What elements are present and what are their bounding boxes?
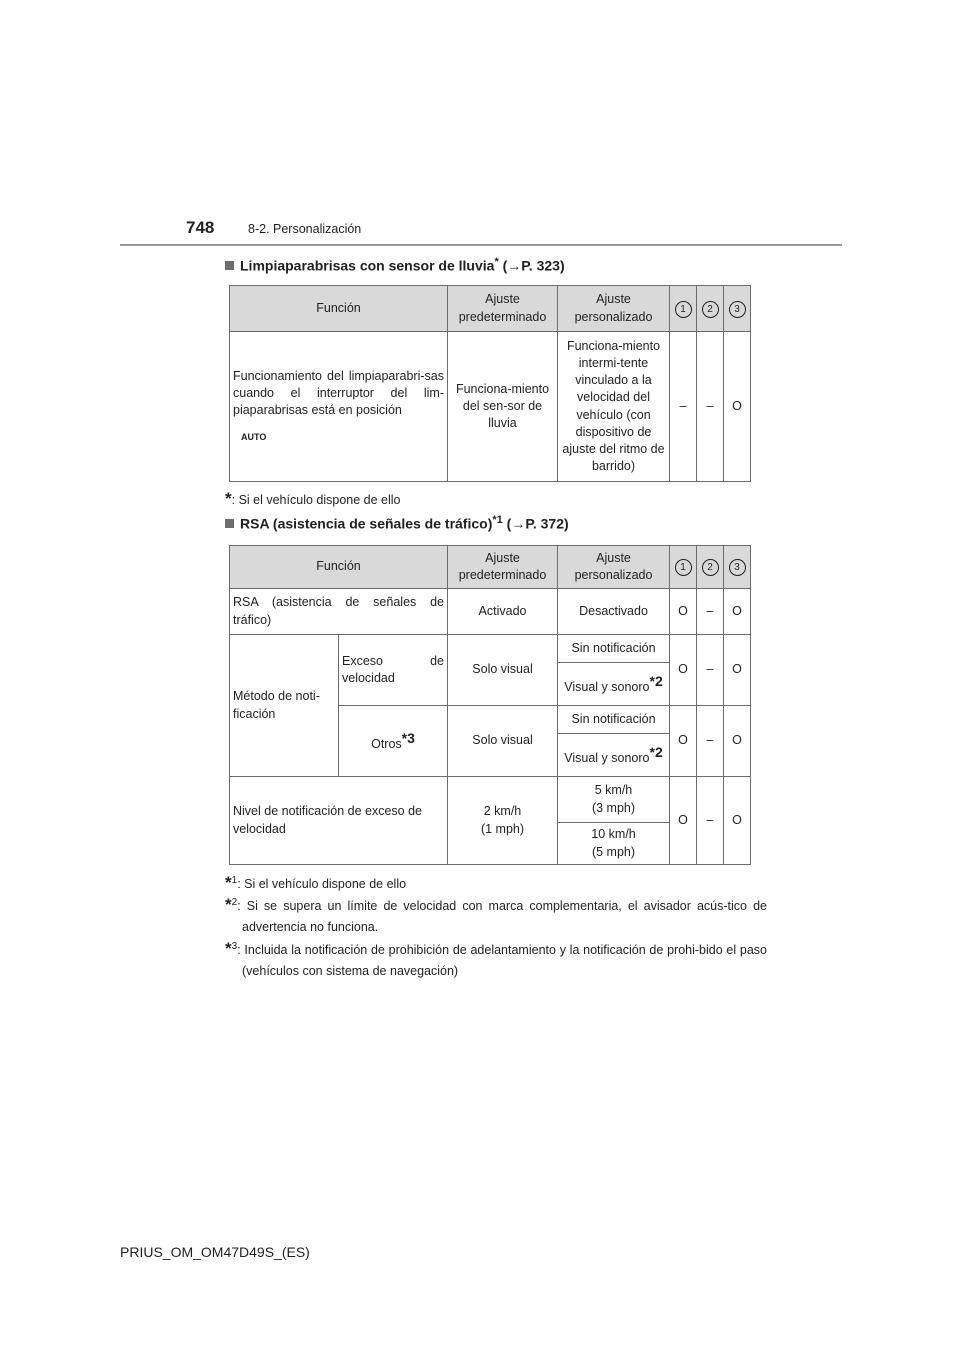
cell-function: Funcionamiento del limpiaparabri-sas cuando el interruptor del lim-piaparabrisas está en posición AUTO — [230, 332, 448, 482]
cell-custom: Funciona-miento intermi-tente vinculado a la velocidad del vehículo (con dispositivo de ajuste del ritmo de barrido) — [558, 332, 670, 482]
cell-c3: O — [724, 332, 751, 482]
cell-rsa-custom: Desactivado — [558, 589, 670, 635]
rsa-settings-table — [229, 545, 751, 865]
cell-others-opt-b: Visual y sonoro*2 — [558, 734, 670, 777]
page-number: 748 — [186, 218, 215, 237]
document-code: PRIUS_OM_OM47D49S_(ES) — [120, 1244, 310, 1260]
cell-others-c3: O — [724, 706, 751, 777]
cell-others-default: Solo visual — [448, 706, 558, 777]
cell-c2: – — [697, 332, 724, 482]
cell-others-opt-a: Sin notificación — [558, 706, 670, 734]
cell-level-c3: O — [724, 777, 751, 865]
header-col-2: 2 — [697, 286, 724, 332]
cell-level-opt-b: 10 km/h (5 mph) — [558, 823, 670, 865]
footnote-3: *$^3$: Incluida la notificación de prohibición de adelantamiento y la notificación de prohi-bido el paso (vehículos con sistema de navegación) — [225, 939, 767, 979]
cell-level-c1: O — [670, 777, 697, 865]
cell-notification-method: Método de noti-ficación — [230, 635, 339, 777]
cell-level-function: Nivel de notificación de exceso de velocidad — [230, 777, 448, 865]
bullet-square-icon — [225, 519, 234, 528]
bullet-square-icon — [225, 261, 234, 270]
cell-level-c2: – — [697, 777, 724, 865]
title-footnote-mark: * — [494, 256, 499, 268]
header-default: Ajuste predeterminado — [448, 286, 558, 332]
cell-rsa-c3: O — [724, 589, 751, 635]
cell-level-opt-a: 5 km/h (3 mph) — [558, 777, 670, 823]
section-title-rsa: RSA (asistencia de señales de tráfico)$^{*1}$ (→P. 372) — [225, 514, 569, 532]
cell-others-c2: – — [697, 706, 724, 777]
cell-others-label: Otros*3 — [339, 706, 448, 777]
wiper-settings-table — [229, 285, 751, 482]
header-col-1: 1 — [670, 286, 697, 332]
cell-others-c1: O — [670, 706, 697, 777]
cell-rsa-c1: O — [670, 589, 697, 635]
section-title-wiper: Limpiaparabrisas con sensor de lluvia* (→P. 323) — [225, 256, 565, 274]
footnote-2: *$^2$: Si se supera un límite de velocidad con marca complementaria, el avisador acús-tico de advertencia no funciona. — [225, 895, 767, 935]
header-col-3: 3 — [724, 286, 751, 332]
header-col-3: 3 — [724, 546, 751, 589]
cell-rsa-function: RSA (asistencia de señales de tráfico) — [230, 589, 448, 635]
cell-speeding-c2: – — [697, 635, 724, 706]
header-function: Función — [230, 286, 448, 332]
cell-c1: – — [670, 332, 697, 482]
header-function: Función — [230, 546, 448, 589]
cell-speeding-c1: O — [670, 635, 697, 706]
cell-default: Funciona-miento del sen-sor de lluvia — [448, 332, 558, 482]
header-divider — [120, 244, 842, 246]
cell-rsa-c2: – — [697, 589, 724, 635]
header-col-2: 2 — [697, 546, 724, 589]
cell-speeding-default: Solo visual — [448, 635, 558, 706]
footnote-wiper: *: Si el vehículo dispone de ello — [225, 489, 401, 508]
cell-speeding-opt-a: Sin notificación — [558, 635, 670, 663]
cell-speeding-c3: O — [724, 635, 751, 706]
header-custom: Ajuste personalizado — [558, 546, 670, 589]
header-default: Ajuste predeterminado — [448, 546, 558, 589]
footnote-1: *$^1$: Si el vehículo dispone de ello — [225, 873, 407, 892]
section-label: 8-2. Personalización — [248, 222, 362, 236]
header-col-1: 1 — [670, 546, 697, 589]
cell-rsa-default: Activado — [448, 589, 558, 635]
header-custom: Ajuste personalizado — [558, 286, 670, 332]
auto-position-icon: AUTO — [241, 432, 267, 443]
cell-speeding-opt-b: Visual y sonoro*2 — [558, 663, 670, 706]
title-footnote-mark: *1 — [492, 514, 503, 526]
cell-level-default: 2 km/h (1 mph) — [448, 777, 558, 865]
cell-speeding-label: Exceso de velocidad — [339, 635, 448, 706]
